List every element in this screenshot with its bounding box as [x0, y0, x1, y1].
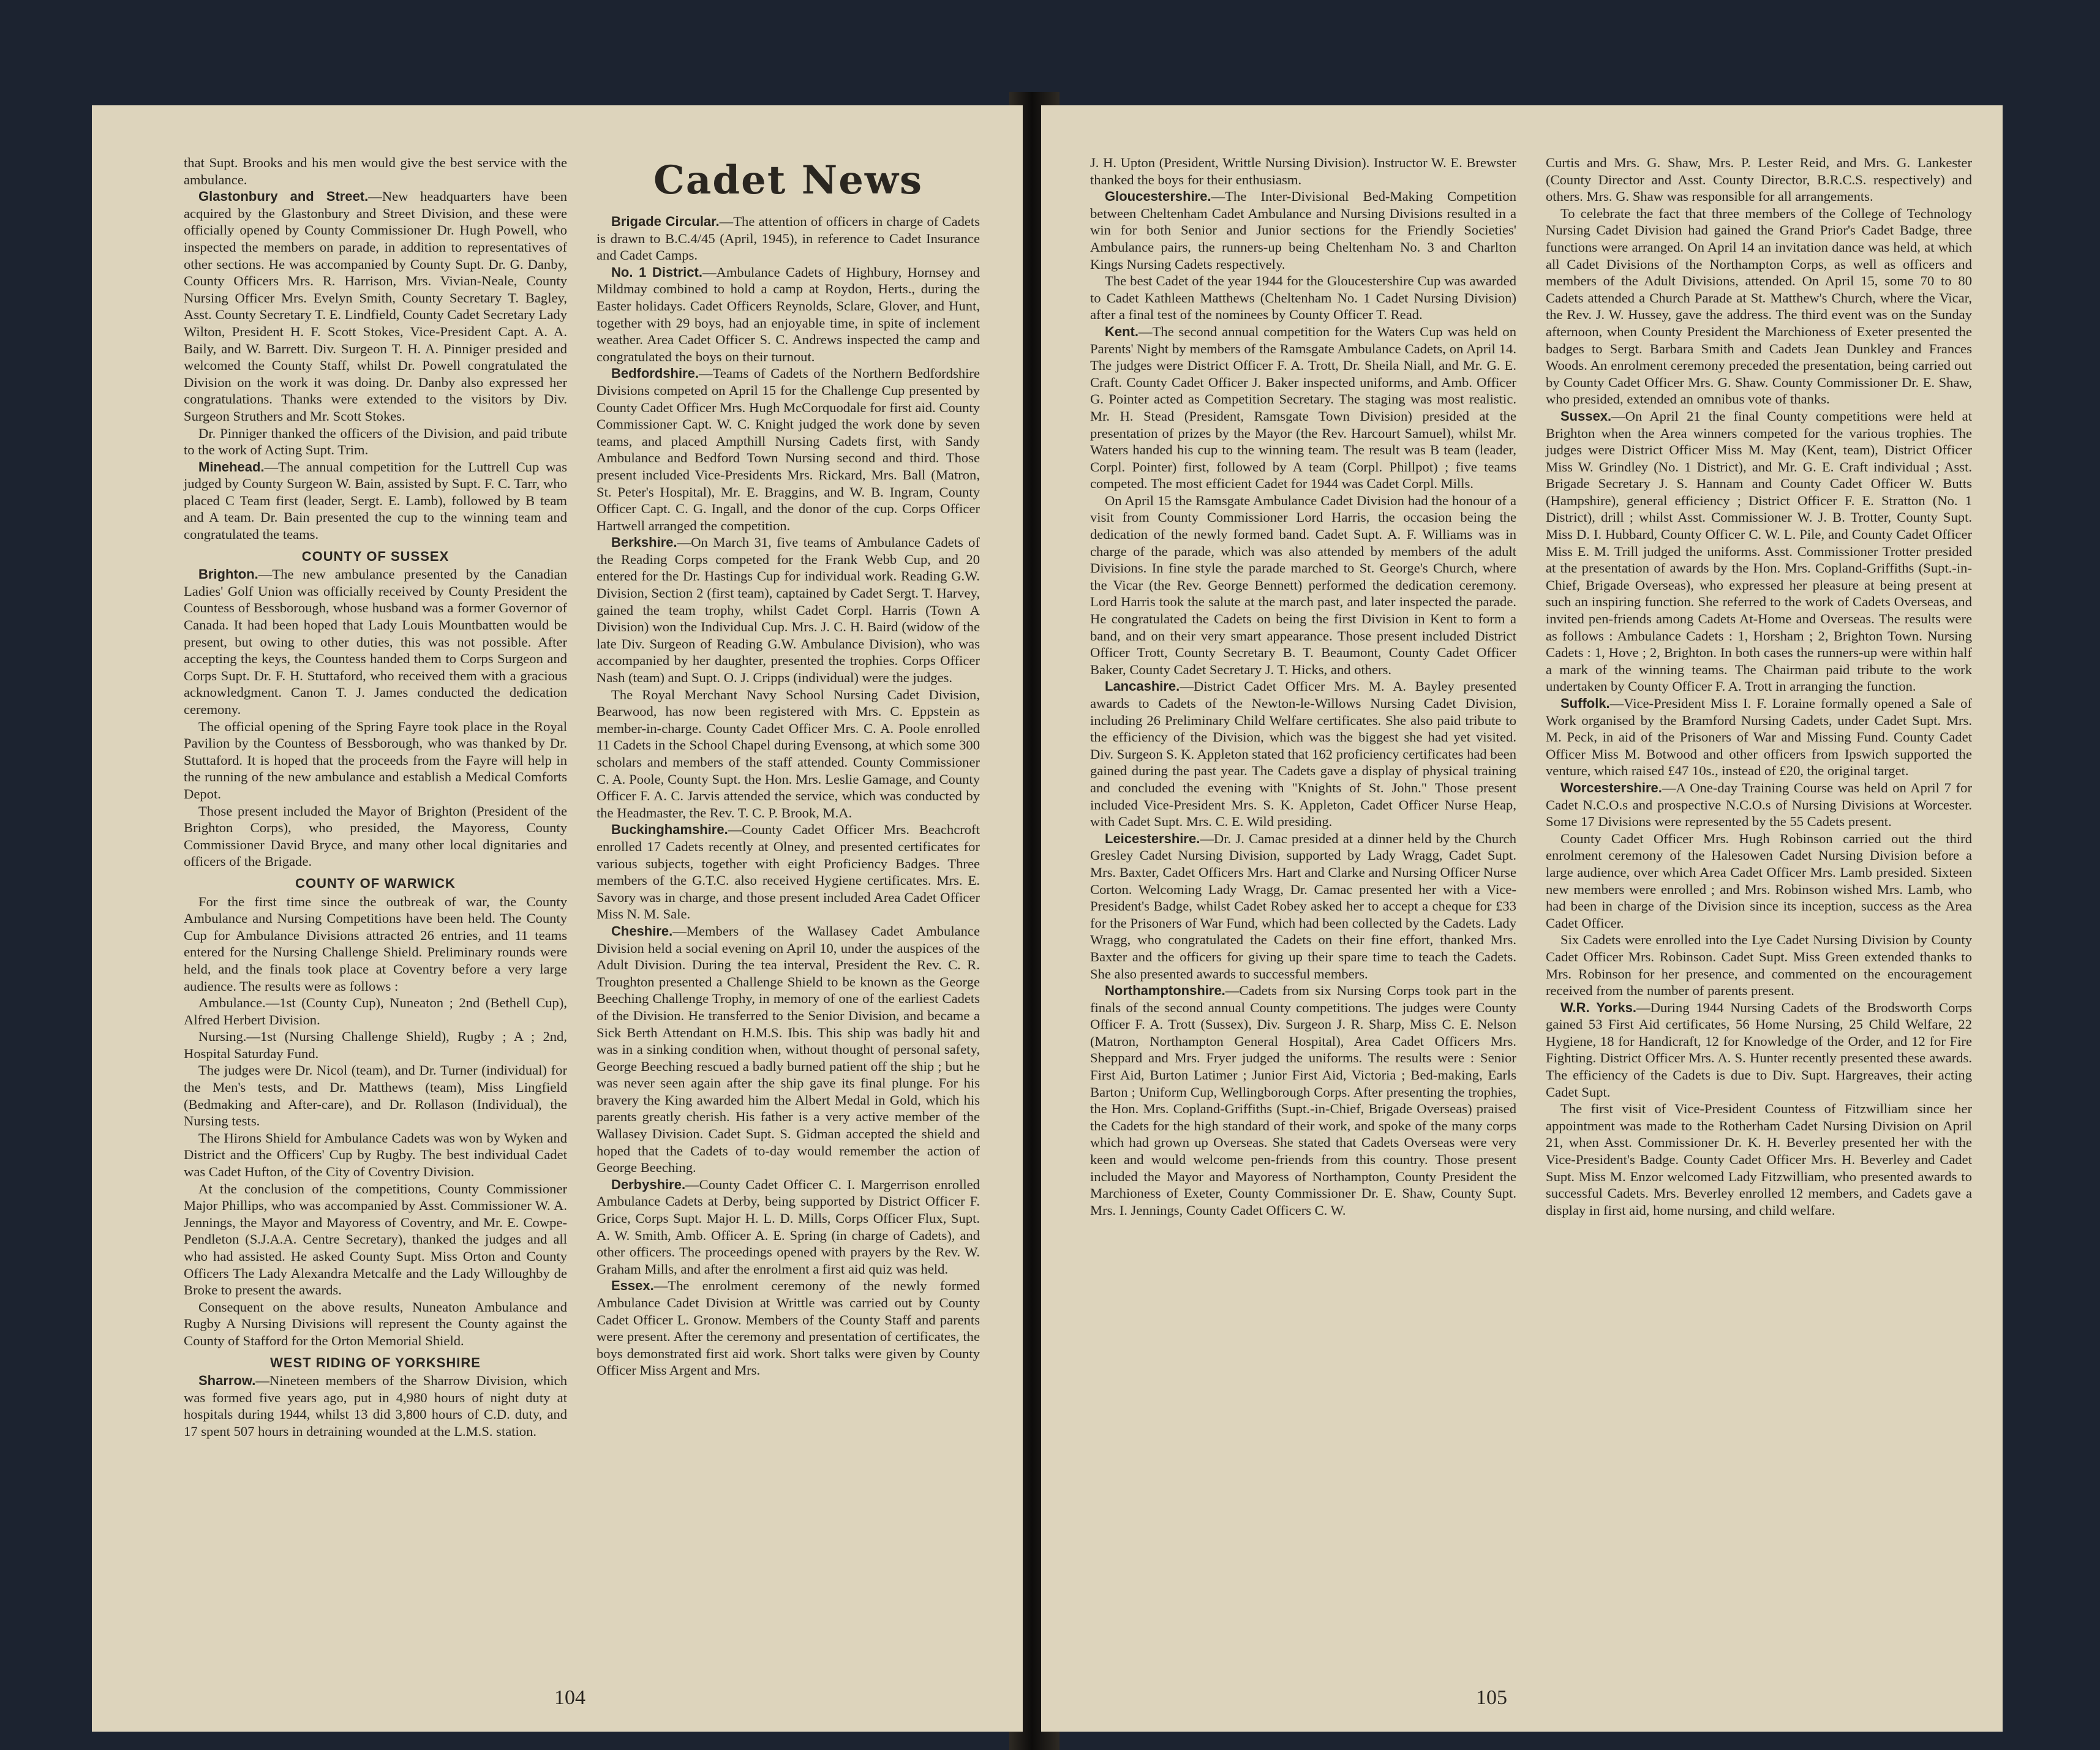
article-paragraph	[597, 264, 980, 366]
masthead-title: Cadet News	[653, 157, 924, 203]
paragraph-text: —District Cadet Officer Mrs. M. A. Bayley presented awards to Cadets of the Newton-le-Willows Nursing Cadet Division, including 26 Preliminary Child Welfare certificates. She also paid tribute to the efficiency of the Division, which was the biggest she had yet visited. Div. Surgeon S. K. Appleton stated that 162 proficiency certificates had been gained during the past year. The Cadets gave a display of physical training and concluded the evening with "Knights of St. John." Those present included Vice-President Mrs. S. K. Appleton, Cadet Officer Nurse Heap, with Cadet Supt. Mrs. C. E. Wild presiding.	[1090, 678, 1516, 830]
article-paragraph	[597, 1176, 980, 1278]
paragraph-text: that Supt. Brooks and his men would give the best service with the ambulance.	[184, 155, 567, 187]
paragraph-text: Consequent on the above results, Nuneaton Ambulance and Rugby A Nursing Divisions will represent the County against the County of Stafford for the Orton Memorial Shield.	[184, 1299, 567, 1348]
left-column-2-body	[597, 213, 980, 1379]
left-column-1	[184, 154, 567, 1440]
paragraph-heading: Bedfordshire.	[611, 366, 699, 381]
paragraph-text: —The second annual competition for the Waters Cup was held on Parents' Night by members of the Ramsgate Ambulance Cadets, on April 14. The judges were District Officer F. A. Trott, Dr. Sheila Niall, and Mr. G. E. Craft. County Cadet Officer J. Baker inspected uniforms, and Amb. Officer G. Pointer acted as Competition Secretary. The staging was most realistic. Mr. H. Stead (President, Ramsgate Town Division) presided at the presentation of prizes by the Mayor (the Rev. Harcourt Samuel), whilst Mr. Waters handed his cup to the winning team. The result was B team (leader, Corpl. Pointer) first, followed by A team (Corpl. Phillpot) ; five teams competed. The most efficient Cadet for 1944 was Cadet Corpl. Mills.	[1090, 323, 1516, 492]
article-paragraph	[1546, 999, 1972, 1101]
article-paragraph	[1090, 154, 1516, 188]
paragraph-text: Dr. Pinniger thanked the officers of the Division, and paid tribute to the work of Acting Supt. Trim.	[184, 425, 567, 458]
paragraph-text: —Teams of Cadets of the Northern Bedfordshire Divisions competed on April 15 for the Challenge Cup presented by County Cadet Officer Mrs. Hugh McCorquodale for first aid. County Commissioner Capt. W. C. Knight judged the work done by seven teams, and placed Ampthill Nursing Cadets first, with Sandy Ambulance and Bedford Town Nursing second and third. Those present included Vice-Presidents Mrs. Rickard, Mrs. Ball (Matron, St. Peter's Hospital), Mr. E. Braggins, and W. B. Ingram, County Officer Capt. C. G. Ingall, and the donor of the cup. Corps Officer Hartwell arranged the competition.	[597, 366, 980, 533]
article-paragraph	[1546, 154, 1972, 205]
paragraph-text: —A One-day Training Course was held on April 7 for Cadet N.C.O.s and prospective N.C.O.s of Nursing Divisions at Worcester. Some 17 Divisions were represented by the 55 Cadets present.	[1546, 779, 1972, 830]
paragraph-text: The official opening of the Spring Fayre took place in the Royal Pavilion by the Countess of Bessborough, who was thanked by Dr. Stuttaford. It is hoped that the proceeds from the Fayre will help in the running of the new ambulance and establish a Medical Comforts Depot.	[184, 718, 567, 802]
page-number-left: 104	[554, 1686, 585, 1709]
paragraph-heading: Kent.	[1105, 323, 1138, 339]
paragraph-text: Ambulance.—1st (County Cup), Nuneaton ; 2nd (Bethell Cup), Alfred Herbert Division.	[184, 995, 567, 1027]
article-paragraph	[1090, 830, 1516, 982]
left-page	[92, 105, 1023, 1732]
paragraph-text: The first visit of Vice-President Countess of Fitzwilliam since her appointment was made to the Rotherham Cadet Nursing Division on April 21, when Asst. Commissioner Dr. K. H. Beverley presented her with the Vice-President's Badge. County Cadet Officer Mrs. H. Beverley and Cadet Supt. Miss M. Enzor welcomed Lady Fitzwilliam, who presented awards to successful Cadets. Mrs. Beverley enrolled 12 members, and Cadets gave a display in first aid, home nursing, and child welfare.	[1546, 1101, 1972, 1218]
article-paragraph	[597, 1277, 980, 1379]
paragraph-text: —Ambulance Cadets of Highbury, Hornsey and Mildmay combined to hold a camp at Roydon, Herts., during the Easter holidays. Cadet Officers Reynolds, Sclare, Glover, and Hunt, together with 29 boys, had an enjoyable time, in spite of inclement weather. Area Cadet Officer S. C. Andrews inspected the camp and congratulated the boys on their turnout.	[597, 264, 980, 364]
article-paragraph	[184, 803, 567, 870]
article-paragraph	[184, 425, 567, 459]
article-paragraph	[1546, 779, 1972, 830]
paragraph-heading: Derbyshire.	[611, 1176, 686, 1192]
article-paragraph	[597, 365, 980, 534]
paragraph-text: Those present included the Mayor of Brighton (President of the Brighton Corps), who presided, the Mayoress, County Commissioner David Bryce, and many other local dignitaries and officers of the Brigade.	[184, 803, 567, 869]
paragraph-text: For the first time since the outbreak of war, the County Ambulance and Nursing Competitions have been held. The County Cup for Ambulance Divisions attracted 26 entries, and 11 teams entered for the Nursing Challenge Shield. Preliminary rounds were held, and the finals took place at Coventry before a very large audience. The results were as follows :	[184, 893, 567, 994]
paragraph-text: —County Cadet Officer Mrs. Beachcroft enrolled 17 Cadets recently at Olney, and presented certificates for various subjects, together with eight Proficiency Badges. Three members of the G.T.C. also received Hygiene certificates. Mrs. E. Savory was in charge, and those present included Area Cadet Officer Miss N. M. Sale.	[597, 822, 980, 922]
paragraph-heading: Sussex.	[1560, 408, 1612, 424]
section-heading: COUNTY OF WARWICK	[295, 875, 456, 891]
paragraph-heading: Northamptonshire.	[1105, 983, 1225, 999]
paragraph-heading: Gloucestershire.	[1105, 189, 1211, 205]
article-paragraph	[1546, 695, 1972, 779]
article-paragraph	[1546, 1100, 1972, 1219]
paragraph-text: —The enrolment ceremony of the newly formed Ambulance Cadet Division at Writtle was carried out by County Cadet Officer L. Gronow. Members of the County Staff and parents were present. After the ceremony and presentation of certificates, the boys demonstrated first aid work. Short talks were given by County Officer Miss Argent and Mrs.	[597, 1278, 980, 1378]
paragraph-text: Six Cadets were enrolled into the Lye Cadet Nursing Division by County Cadet Officer Mrs. Robinson. Cadet Supt. Miss Green extended thanks to Mrs. Robinson for her presence, and commented on the encouragement received from the number of parents present.	[1546, 932, 1972, 999]
section-heading: WEST RIDING OF YORKSHIRE	[270, 1354, 481, 1370]
right-column-2	[1546, 154, 1972, 1219]
paragraph-heading: Brighton.	[198, 566, 258, 582]
page-number-right: 105	[1476, 1686, 1507, 1709]
article-paragraph	[184, 1062, 567, 1129]
paragraph-heading: Berkshire.	[611, 535, 677, 550]
paragraph-text: —The Inter-Divisional Bed-Making Competition between Cheltenham Cadet Ambulance and Nursing Divisions resulted in a win for both Senior and Junior sections for the Friendly Societies' Ambulance pairs, the runners-up being Cheltenham No. 3 and Charlton Kings Nursing Cadets respectively.	[1090, 189, 1516, 272]
paragraph-text: —The new ambulance presented by the Canadian Ladies' Golf Union was officially received by County President the Countess of Bessborough, whose husband was a former Governor of Canada. It had been hoped that Lady Louis Mountbatten would be present, but owing to other duties, this was not possible. After accepting the keys, the Countess handed them to Corps Surgeon and Corps Supt. Dr. F. H. Stuttaford, who received them with a gracious acknowledgment. Canon T. J. James conducted the dedication ceremony.	[184, 566, 567, 717]
article-paragraph	[1090, 678, 1516, 830]
paragraph-text: —During 1944 Nursing Cadets of the Brodsworth Corps gained 53 First Aid certificates, 56 Home Nursing, 25 Child Welfare, 22 Hygiene, 18 for Handicraft, 12 for Knowledge of the Order, and 12 for Fire Fighting. District Officer Mrs. A. S. Hunter recently presented these awards. The efficiency of the Cadets is due to Div. Supt. Hargreaves, their acting Cadet Supt.	[1546, 999, 1972, 1100]
left-column-2	[597, 154, 980, 1440]
article-paragraph	[184, 1299, 567, 1350]
paragraph-text: —Vice-President Miss I. F. Loraine formally opened a Sale of Work organised by the Bramford Nursing Cadets, under Cadet Supt. Mrs. M. Peck, in aid of the Prisoners of War and Missing Fund. County Cadet Officer Miss M. Botwood and other officers from Ipswich supported the venture, which raised £47 10s., instead of £20, the original target.	[1546, 696, 1972, 779]
paragraph-text: —On April 21 the final County competitions were held at Brighton when the Area winners competed for the various trophies. The judges were District Officer Miss M. May (Kent, team), District Officer Miss W. Grindley (No. 1 District), and Mr. G. E. Craft individual ; Asst. Brigade Secretary J. S. Hannam and County Cadet Officer W. Butts (Hampshire), general efficiency ; District Officer F. E. Stratton (No. 1 District), drill ; whilst Asst. Commissioner W. J. B. Trotter, County Supt. Miss D. I. Hubbard, County Officer C. W. L. Pile, and County Cadet Officer Miss E. M. Trill judged the uniforms. Asst. Commissioner Trotter presided at the presentation of awards by the Hon. Mrs. Copland-Griffiths (Supt.-in-Chief, Brigade Overseas), who expressed her pleasure at being present at such an inspiring function. She referred to the work of Cadets Overseas, and invited pen-friends among Cadets At-Home and Overseas. The results were as follows : Ambulance Cadets : 1, Horsham ; 2, Brighton Town. Nursing Cadets : 1, Hove ; 2, Brighton. In both cases the runners-up were within half a mark of the winning teams. The Chairman paid tribute to the work undertaken by County Officer F. A. Trott in arranging the function.	[1546, 408, 1972, 694]
paragraph-text: Nursing.—1st (Nursing Challenge Shield), Rugby ; A ; 2nd, Hospital Saturday Fund.	[184, 1029, 567, 1061]
paragraph-heading: Buckinghamshire.	[611, 822, 728, 838]
paragraph-heading: Cheshire.	[611, 923, 673, 939]
article-paragraph	[184, 718, 567, 803]
paragraph-heading: Minehead.	[198, 459, 265, 475]
article-paragraph	[597, 686, 980, 822]
article-paragraph	[184, 1372, 567, 1440]
paragraph-text: —Nineteen members of the Sharrow Division, which was formed five years ago, put in 4,980 hours of night duty at hospitals during 1944, whilst 13 did 3,800 hours of C.D. duty, and 17 spent 507 hours in detraining wounded at the L.M.S. station.	[184, 1373, 567, 1439]
paragraph-text: On April 15 the Ramsgate Ambulance Cadet Division had the honour of a visit from County Commissioner Lord Harris, the occasion being the dedication of the newly formed band. Cadet Supt. A. F. Williams was in charge of the parade, which was also attended by members of the adult Divisions. In fine style the parade marched to St. George's Church, where the Vicar (the Rev. George Bennett) performed the dedication ceremony. Lord Harris took the salute at the march past, and later inspected the parade. He congratulated the Cadets on being the first Division in Kent to form a band, and on their very smart appearance. Those present included District Officer Trott, County Secretary B. T. Beaumont, County Cadet Officer Baker, County Cadet Secretary J. T. Hicks, and others.	[1090, 492, 1516, 677]
article-paragraph	[1546, 931, 1972, 999]
article-paragraph	[1090, 982, 1516, 1219]
paragraph-heading: Glastonbury and Street.	[198, 189, 369, 205]
article-paragraph	[597, 534, 980, 686]
article-paragraph	[184, 893, 567, 995]
article-paragraph	[1090, 188, 1516, 272]
paragraph-text: Curtis and Mrs. G. Shaw, Mrs. P. Lester Reid, and Mrs. G. Lankester (County Director and Asst. County Director, B.R.C.S. respectively) and others. Mrs. G. Shaw was responsible for all arrangements.	[1546, 155, 1972, 205]
article-paragraph	[184, 188, 567, 424]
paragraph-text: —Members of the Wallasey Cadet Ambulance Division held a social evening on April 10, under the auspices of the Adult Division. During the tea interval, President the Rev. C. R. Troughton presented a Challenge Shield to be known as the George Beeching Challenge Trophy, in memory of one of the earliest Cadets of the Division. He transferred to the Senior Division, and became a Sick Berth Attendant on H.M.S. Ibis. This ship was badly hit and was in a sinking condition when, without thought of personal safety, George Beeching rescued a badly burned patient off the ship ; but he was never seen again after the ship gave its final plunge. For his bravery the King awarded him the Albert Medal in Gold, which his parents greatly cherish. His father is a very active member of the Wallasey Division. Cadet Supt. S. Gidman accepted the shield and hoped that the Cadets of to-day would remember the action of George Beeching.	[597, 923, 980, 1176]
paragraph-text: The Royal Merchant Navy School Nursing Cadet Division, Bearwood, has now been registered with Mrs. C. Eppstein as member-in-charge. County Cadet Officer Mrs. C. A. Poole enrolled 11 Cadets in the School Chapel during Evensong, at which some 300 scholars and members of the staff attended. County Commissioner C. A. Poole, County Supt. the Hon. Mrs. Leslie Gamage, and County Officer F. A. C. Jarvis attended the service, which was conducted by the Headmaster, the Rev. T. C. P. Brook, M.A.	[597, 686, 980, 821]
paragraph-heading: Lancashire.	[1105, 678, 1180, 694]
paragraph-text: —The annual competition for the Luttrell Cup was judged by County Surgeon W. Bain, assisted by Supt. F. C. Tarr, who placed C Team first (leader, Sergt. E. Lamb), followed by B team and A team. Dr. Bain presented the cup to the winning team and congratulated the teams.	[184, 459, 567, 543]
paragraph-text: At the conclusion of the competitions, County Commissioner Major Phillips, who was accompanied by Asst. Commissioner W. A. Jennings, the Mayor and Mayoress of Coventry, and Mr. E. Cowpe-Pendleton (S.J.A.A. Centre Secretary), thanked the judges and all who had assisted. He asked County Supt. Miss Orton and County Officers The Lady Alexandra Metcalfe and the Lady Willoughby de Broke to present the awards.	[184, 1181, 567, 1298]
paragraph-text: —Cadets from six Nursing Corps took part in the finals of the second annual County competitions. The judges were County Officer F. A. Trott (Sussex), Div. Surgeon J. R. Sharp, Miss C. E. Nelson (Matron, Northampton General Hospital), Area Cadet Officers Mrs. Sheppard and Mrs. Fryer judged the uniforms. The results were : Senior First Aid, Burton Latimer ; Junior First Aid, Victoria ; Bed-making, Earls Barton ; Uniform Cup, Wellingborough Corps. After presenting the trophies, the Hon. Mrs. Copland-Griffiths (Supt.-in-Chief, Brigade Overseas) praised the Cadets for the high standard of their work, and spoke of the many corps which had grown up Overseas. She stated that Cadets Overseas were very keen and would welcome pen-friends from this country. Those present included the Mayor and Mayoress of Northampton, County President the Marchioness of Exeter, County Commissioner Dr. E. Shaw, County Supt. Mrs. I. Jennings, County Cadet Officers C. W.	[1090, 983, 1516, 1218]
article-paragraph	[184, 154, 567, 188]
paragraph-heading: W.R. Yorks.	[1560, 999, 1637, 1015]
article-paragraph	[1546, 830, 1972, 932]
paragraph-text: —The attention of officers in charge of Cadets is drawn to B.C.4/45 (April, 1945), in reference to Cadet Insurance and Cadet Camps.	[597, 214, 980, 263]
article-paragraph	[184, 1028, 567, 1062]
paragraph-text: —On March 31, five teams of Ambulance Cadets of the Reading Corps competed for the Frank Webb Cup, and 20 entered for the Dr. Hastings Cup for individual work. Reading G.W. Division, Section 2 (first team), captained by Cadet Sergt. T. Harvey, gained the team trophy, whilst Cadet Corpl. Harris (Town A Division) won the Individual Cup. Mrs. J. C. H. Baird (widow of the late Div. Surgeon of Reading G.W. Ambulance Division), who was accompanied by her daughter, presented the trophies. Corps Officer Nash (team) and Supt. O. J. Cripps (individual) were the judges.	[597, 535, 980, 686]
paragraph-text: —New headquarters have been acquired by the Glastonbury and Street Division, and these were officially opened by County Commissioner Dr. Hugh Powell, who inspected the members on parade, in addition to representatives of other sections. He was accompanied by County Supt. Dr. G. Danby, County Officers Mrs. R. Harrison, Mrs. Vivian-Neale, County Nursing Officer Mrs. Evelyn Smith, County Secretary T. Bagley, Asst. County Secretary T. E. Lindfield, County Cadet Secretary Lady Wilton, President H. F. Scott Stokes, Vice-President Capt. A. A. Baily, and W. Barrett. Div. Surgeon T. H. A. Pinniger presided and welcomed the County Staff, whilst Dr. Powell congratulated the Division on the work it was doing. Dr. Danby also expressed her congratulations. Thanks were extended to the visitors by Div. Surgeon Struthers and Mr. Scott Stokes.	[184, 189, 567, 424]
section-heading: COUNTY OF SUSSEX	[301, 548, 450, 564]
paragraph-text: —County Cadet Officer C. I. Margerrison enrolled Ambulance Cadets at Derby, being supported by District Officer F. Grice, Corps Supt. Major H. L. D. Mills, Corps Officer Flux, Supt. A. W. Smith, Amb. Officer A. E. Spring (in charge of Cadets), and other officers. The proceedings opened with prayers by the Rev. W. Graham Mills, and after the enrolment a first aid quiz was held.	[597, 1176, 980, 1277]
paragraph-text: J. H. Upton (President, Writtle Nursing Division). Instructor W. E. Brewster thanked the boys for their enthusiasm.	[1090, 155, 1516, 187]
paragraph-heading: Leicestershire.	[1105, 830, 1200, 846]
article-paragraph	[1546, 408, 1972, 695]
paragraph-heading: Brigade Circular.	[611, 214, 720, 229]
paragraph-text: —Dr. J. Camac presided at a dinner held by the Church Gresley Cadet Nursing Division, supported by Lady Wragg, Cadet Supt. Mrs. Baxter, Cadet Officers Mrs. Hart and Clarke and Nursing Officer Nurse Corton. Welcoming Lady Wragg, Dr. Camac presented her with a Vice-President's Badge, whilst Cadet Robey asked her to accept a cheque for £33 for the Prisoners of War Fund, which had been collected by the Cadets. Lady Wragg, who congratulated the Cadets on their fine effort, thanked Mrs. Baxter and the officers for giving up their spare time to teach the Cadets. She also presented awards to successful members.	[1090, 830, 1516, 982]
paragraph-heading: Worcestershire.	[1560, 779, 1662, 795]
paragraph-text: County Cadet Officer Mrs. Hugh Robinson carried out the third enrolment ceremony of the Halesowen Cadet Nursing Division before a large audience, over which Area Cadet Officer Mrs. Lamb presided. Sixteen new members were enrolled ; and Mrs. Robinson wished Mrs. Lamb, who had been in charge of the Division since its inception, success as the Area Cadet Officer.	[1546, 830, 1972, 931]
article-paragraph	[597, 923, 980, 1176]
article-paragraph	[597, 821, 980, 923]
article-paragraph	[184, 1181, 567, 1299]
article-paragraph	[1090, 323, 1516, 492]
paragraph-text: The judges were Dr. Nicol (team), and Dr. Turner (individual) for the Men's tests, and Dr. Matthews (team), Miss Lingfield (Bedmaking and After-care), and Dr. Rollason (Individual), the Nursing tests.	[184, 1062, 567, 1129]
article-paragraph	[184, 1130, 567, 1181]
paragraph-text: To celebrate the fact that three members of the College of Technology Nursing Cadet Division had gained the Grand Prior's Cadet Badge, three functions were arranged. On April 14 an invitation dance was held, at which all Cadet Divisions of the Northampton Corps, as well as officers and members of the Adult Divisions, attended. On April 15, some 70 to 80 Cadets attended a Church Parade at St. Matthew's Church, where the Vicar, the Rev. J. W. Hussey, gave the address. The third event was on the Sunday afternoon, when County President the Marchioness of Exeter presented the badges to Sergt. Barbara Smith and Cadets Jean Dunkley and Frances Woods. An enrolment ceremony preceded the presentation, being carried out by County Cadet Officer Mrs. G. Shaw. County Commissioner Dr. E. Shaw, who presided, extended an omnibus vote of thanks.	[1546, 205, 1972, 407]
paragraph-heading: Suffolk.	[1560, 696, 1610, 711]
paragraph-text: The Hirons Shield for Ambulance Cadets was won by Wyken and District and the Officers' Cup by Rugby. The best individual Cadet was Cadet Hufton, of the City of Coventry Division.	[184, 1130, 567, 1180]
article-paragraph	[1546, 205, 1972, 408]
right-page	[1041, 105, 2003, 1732]
paragraph-heading: Sharrow.	[198, 1373, 256, 1389]
paragraph-heading: Essex.	[611, 1278, 654, 1294]
article-paragraph	[184, 994, 567, 1028]
article-paragraph	[1090, 492, 1516, 678]
article-paragraph	[1090, 272, 1516, 323]
article-paragraph	[184, 459, 567, 543]
paragraph-heading: No. 1 District.	[611, 264, 702, 280]
article-paragraph	[184, 566, 567, 718]
right-column-1	[1090, 154, 1516, 1219]
paragraph-text: The best Cadet of the year 1944 for the Gloucestershire Cup was awarded to Cadet Kathleen Matthews (Cheltenham No. 1 Cadet Nursing Division) after a final test of the nominees by County Officer T. Read.	[1090, 273, 1516, 323]
article-paragraph	[597, 213, 980, 264]
